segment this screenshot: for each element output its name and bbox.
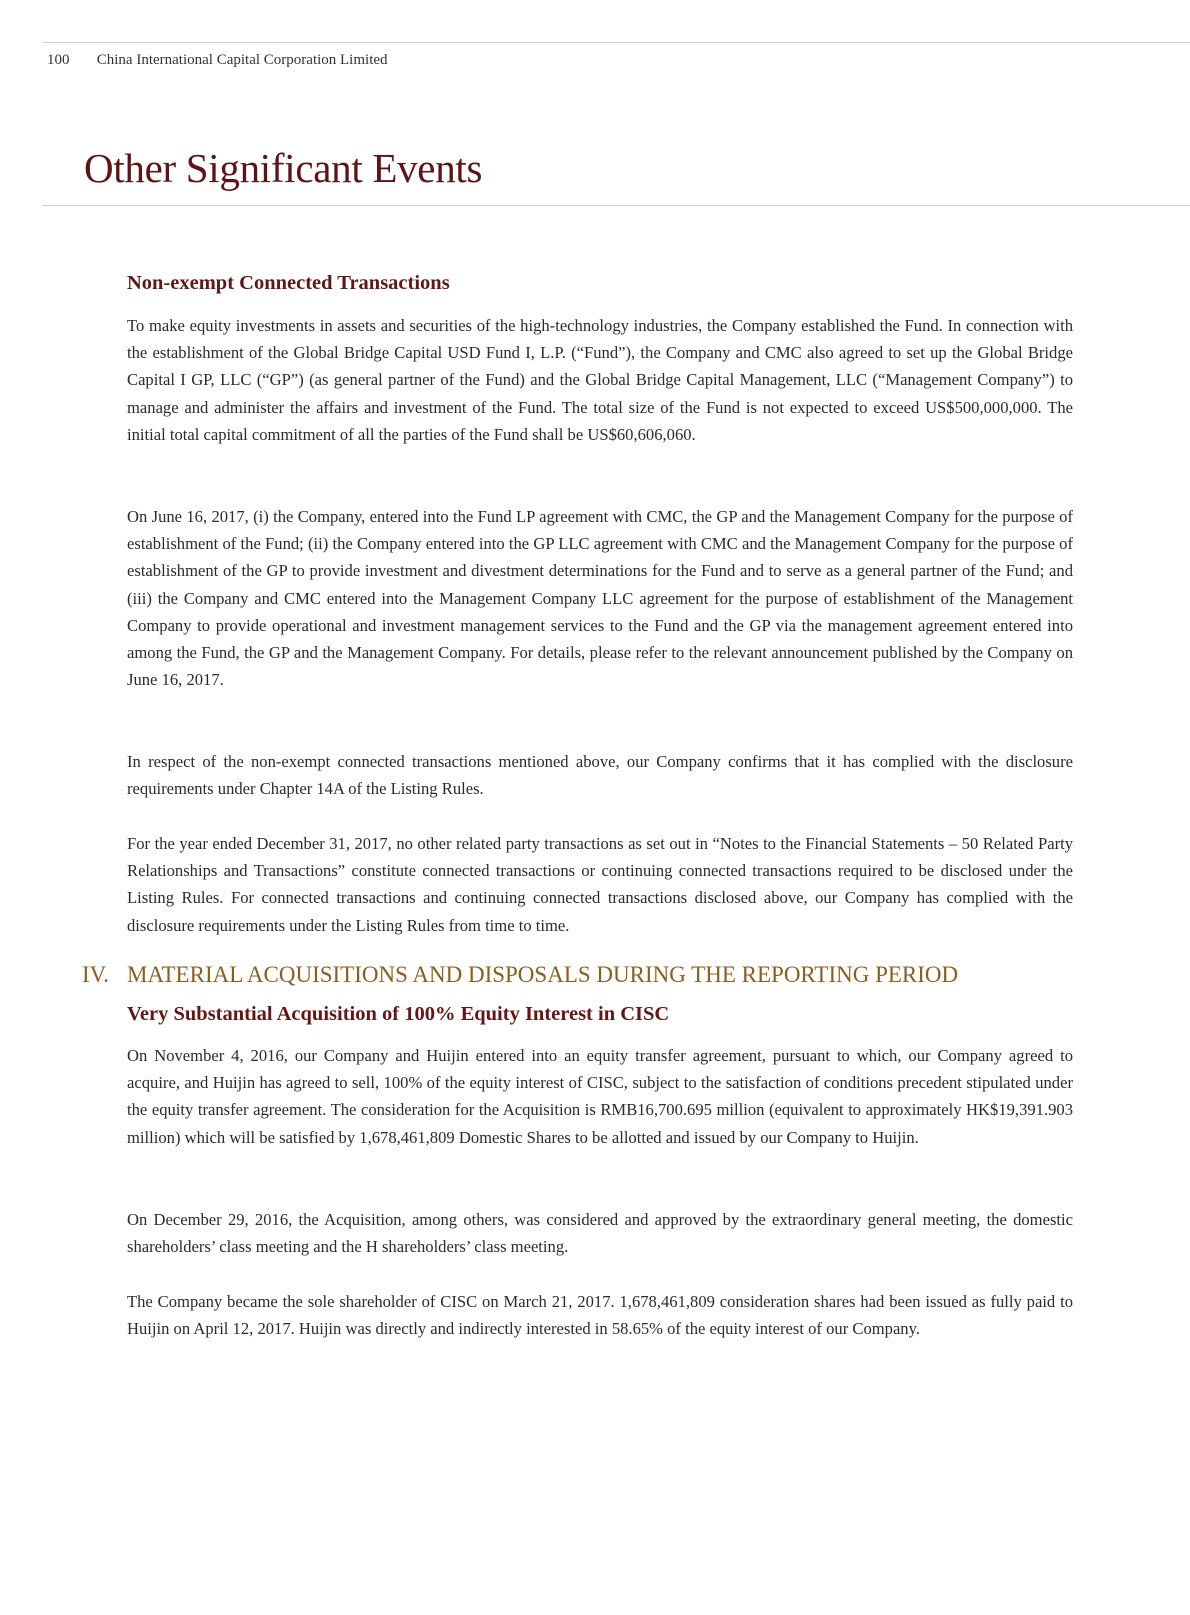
non-exempt-para-1-block — [127, 312, 1073, 448]
title-rule — [42, 205, 1190, 206]
non-exempt-para-2-block — [127, 503, 1073, 693]
header-rule — [42, 42, 1190, 43]
non-exempt-heading: Non-exempt Connected Transactions — [127, 272, 450, 294]
non-exempt-para-3-block — [127, 748, 1073, 802]
paragraph: To make equity investments in assets and securities of the high-technology industries, the Company established the Fund. In connection with the establishment of the Global Bridge Capital USD Fund I, L.P. (“Fund”), the Company and CMC also agreed to set up the Global Bridge Capital I GP, LLC (“GP”) (as general partner of the Fund) and the Global Bridge Capital Management, LLC (“Management Company”) to manage and administer the affairs and investment of the Fund. The total size of the Fund is not expected to exceed US$500,000,000. The initial total capital commitment of all the parties of the Fund shall be US$60,606,060. — [127, 316, 1073, 444]
section-iv-para-2-block — [127, 1206, 1073, 1260]
section-iv-para-3-block — [127, 1288, 1073, 1342]
paragraph: On June 16, 2017, (i) the Company, entered into the Fund LP agreement with CMC, the GP and the Management Company for the purpose of establishment of the Fund; (ii) the Company entered into the GP LLC agreement with CMC and the Management Company for the purpose of establishment of the GP to provide investment and divestment determinations for the Fund and to serve as a general partner of the Fund; and (iii) the Company and CMC entered into the Management Company LLC agreement for the purpose of establishment of the Management Company to provide operational and investment management services to the Fund and the GP via the management agreement entered into among the Fund, the GP and the Management Company. For details, please refer to the relevant announcement published by the Company on June 16, 2017. — [127, 507, 1073, 690]
paragraph: On November 4, 2016, our Company and Huijin entered into an equity transfer agreement, pursuant to which, our Company agreed to acquire, and Huijin has agreed to sell, 100% of the equity interest of CISC, subject to the satisfaction of conditions precedent stipulated under the equity transfer agreement. The consideration for the Acquisition is RMB16,700.695 million (equivalent to approximately HK$19,391.903 million) which will be satisfied by 1,678,461,809 Domestic Shares to be allotted and issued by our Company to Huijin. — [127, 1046, 1073, 1147]
paragraph: In respect of the non-exempt connected transactions mentioned above, our Company confirms that it has complied with the disclosure requirements under Chapter 14A of the Listing Rules. — [127, 752, 1073, 799]
section-iv-heading — [82, 962, 958, 988]
section-title: MATERIAL ACQUISITIONS AND DISPOSALS DURING THE REPORTING PERIOD — [127, 962, 959, 987]
page-title: Other Significant Events — [84, 145, 483, 191]
non-exempt-para-4-block — [127, 830, 1073, 939]
paragraph: On December 29, 2016, the Acquisition, among others, was considered and approved by the extraordinary general meeting, the domestic shareholders’ class meeting and the H shareholders’ class meeting. — [127, 1210, 1073, 1257]
running-header — [47, 52, 388, 69]
cisc-acquisition-heading: Very Substantial Acquisition of 100% Equity Interest in CISC — [127, 1003, 670, 1025]
page-number: 100 — [47, 52, 70, 68]
section-iv-para-1-block — [127, 1042, 1073, 1151]
paragraph: For the year ended December 31, 2017, no other related party transactions as set out in “Notes to the Financial Statements – 50 Related Party Relationships and Transactions” constitute connected transactions or continuing connected transactions required to be disclosed under the Listing Rules. For connected transactions and continuing connected transactions disclosed above, our Company has complied with the disclosure requirements under the Listing Rules from time to time. — [127, 834, 1073, 935]
paragraph: The Company became the sole shareholder of CISC on March 21, 2017. 1,678,461,809 consideration shares had been issued as fully paid to Huijin on April 12, 2017. Huijin was directly and indirectly interested in 58.65% of the equity interest of our Company. — [127, 1292, 1073, 1339]
section-numeral: IV. — [82, 962, 110, 987]
company-name: China International Capital Corporation Limited — [96, 52, 388, 68]
